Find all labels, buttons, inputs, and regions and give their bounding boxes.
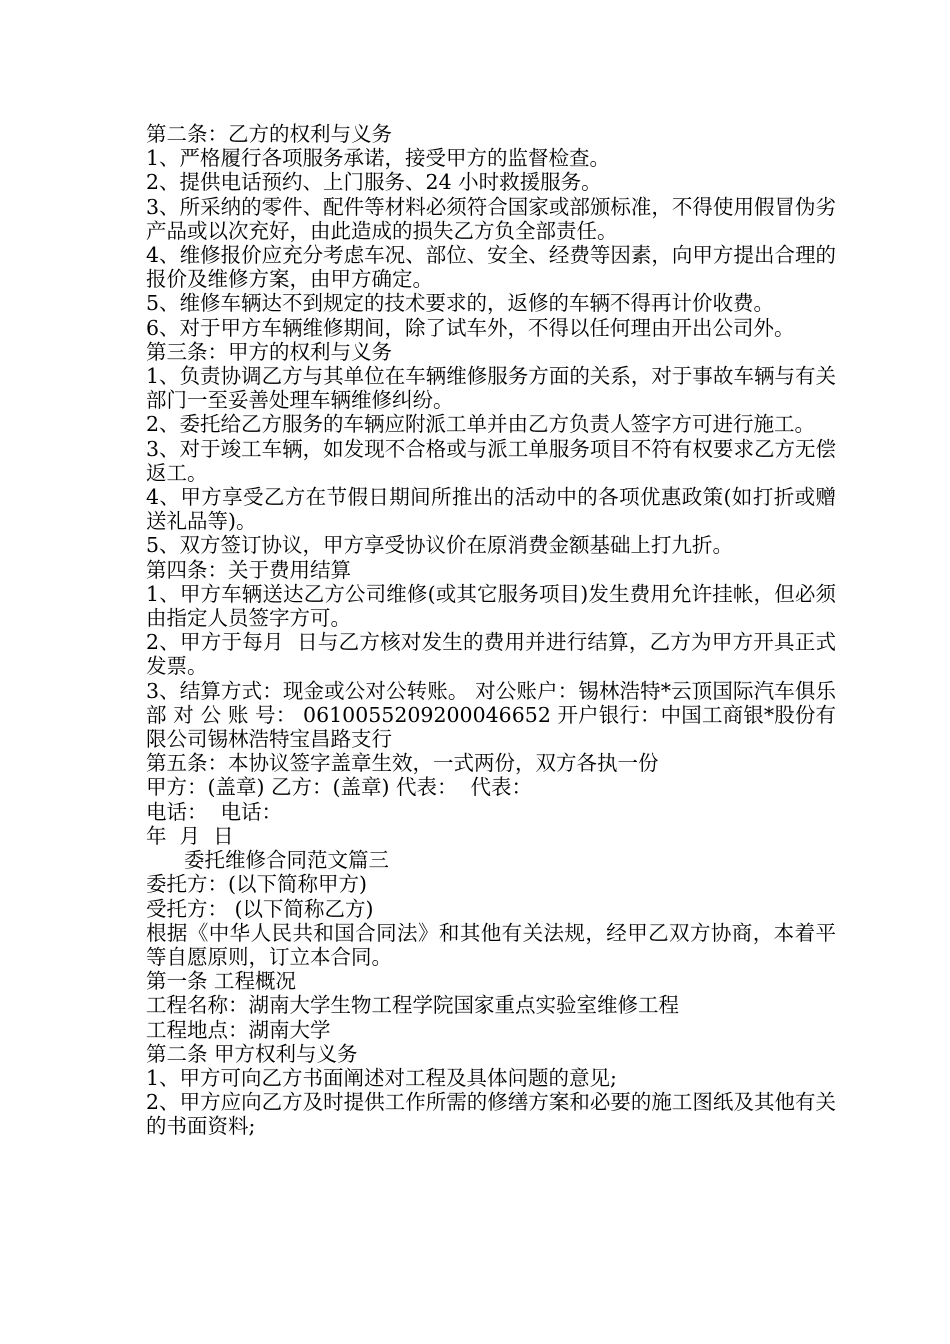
- article-heading: 第三条：甲方的权利与义务: [146, 339, 392, 364]
- phone-line: 电话： 电话：: [146, 799, 283, 824]
- paragraph: 2、提供电话预约、上门服务、24 小时救援服务。: [146, 170, 602, 195]
- date-line: 年 月 日: [146, 823, 234, 848]
- paragraph: 5、维修车辆达不到规定的技术要求的，返修的车辆不得再计价收费。: [146, 291, 775, 316]
- party-line: 受托方： (以下简称乙方): [146, 896, 374, 921]
- paragraph: 3、对于竣工车辆，如发现不合格或与派工单服务项目不符有权要求乙方无偿返工。: [146, 436, 836, 485]
- paragraph: 2、甲方应向乙方及时提供工作所需的修缮方案和必要的施工图纸及其他有关的书面资料;: [146, 1090, 836, 1139]
- paragraph: 4、甲方享受乙方在节假日期间所推出的活动中的各项优惠政策(如打折或赠送礼品等)。: [146, 485, 836, 534]
- article-heading: 第一条 工程概况: [146, 969, 297, 994]
- article-heading: 第五条：本协议签字盖章生效，一式两份，双方各执一份: [146, 751, 659, 776]
- paragraph: 2、甲方于每月 日与乙方核对发生的费用并进行结算，乙方为甲方开具正式发票。: [146, 630, 836, 679]
- section-title: 委托维修合同范文篇三: [184, 848, 389, 873]
- paragraph: 6、对于甲方车辆维修期间，除了试车外，不得以任何理由开出公司外。: [146, 315, 795, 340]
- paragraph: 3、所采纳的零件、配件等材料必须符合国家或部颁标准，不得使用假冒伪劣产品或以次充好，由此造成的损失乙方负全部责任。: [146, 194, 836, 243]
- party-line: 委托方：(以下简称甲方): [146, 872, 367, 897]
- article-heading: 第二条 甲方权利与义务: [146, 1041, 358, 1066]
- paragraph: 工程地点：湖南大学: [146, 1017, 331, 1042]
- paragraph: 4、维修报价应充分考虑车况、部位、安全、经费等因素，向甲方提出合理的报价及维修方案，由甲方确定。: [146, 243, 836, 292]
- signature-line: 甲方：(盖章) 乙方：(盖章) 代表： 代表：: [146, 775, 533, 800]
- paragraph: 1、负责协调乙方与其单位在车辆维修服务方面的关系，对于事故车辆与有关部门一至妥善处理车辆维修纠纷。: [146, 364, 836, 413]
- paragraph: 5、双方签订协议，甲方享受协议价在原消费金额基础上打九折。: [146, 533, 734, 558]
- paragraph: 3、结算方式：现金或公对公转账。 对公账户：锡林浩特*云顶国际汽车俱乐部 对 公 账 号： 0610055209200046652 开户银行：中国工商银*股份有限公司锡林浩特宝昌路支行: [146, 678, 836, 752]
- paragraph: 1、甲方车辆送达乙方公司维修(或其它服务项目)发生费用允许挂帐，但必须由指定人员签字方可。: [146, 581, 836, 631]
- paragraph: 2、委托给乙方服务的车辆应附派工单并由乙方负责人签字方可进行施工。: [146, 412, 816, 437]
- article-heading: 第四条：关于费用结算: [146, 557, 351, 582]
- paragraph: 根据《中华人民共和国合同法》和其他有关法规，经甲乙双方协商，本着平等自愿原则，订立本合同。: [146, 920, 836, 969]
- paragraph: 1、甲方可向乙方书面阐述对工程及具体问题的意见;: [146, 1065, 617, 1090]
- paragraph: 1、严格履行各项服务承诺，接受甲方的监督检查。: [146, 146, 611, 171]
- paragraph: 工程名称：湖南大学生物工程学院国家重点实验室维修工程: [146, 993, 679, 1018]
- document-body: [146, 122, 836, 1139]
- article-heading: 第二条：乙方的权利与义务: [146, 122, 392, 146]
